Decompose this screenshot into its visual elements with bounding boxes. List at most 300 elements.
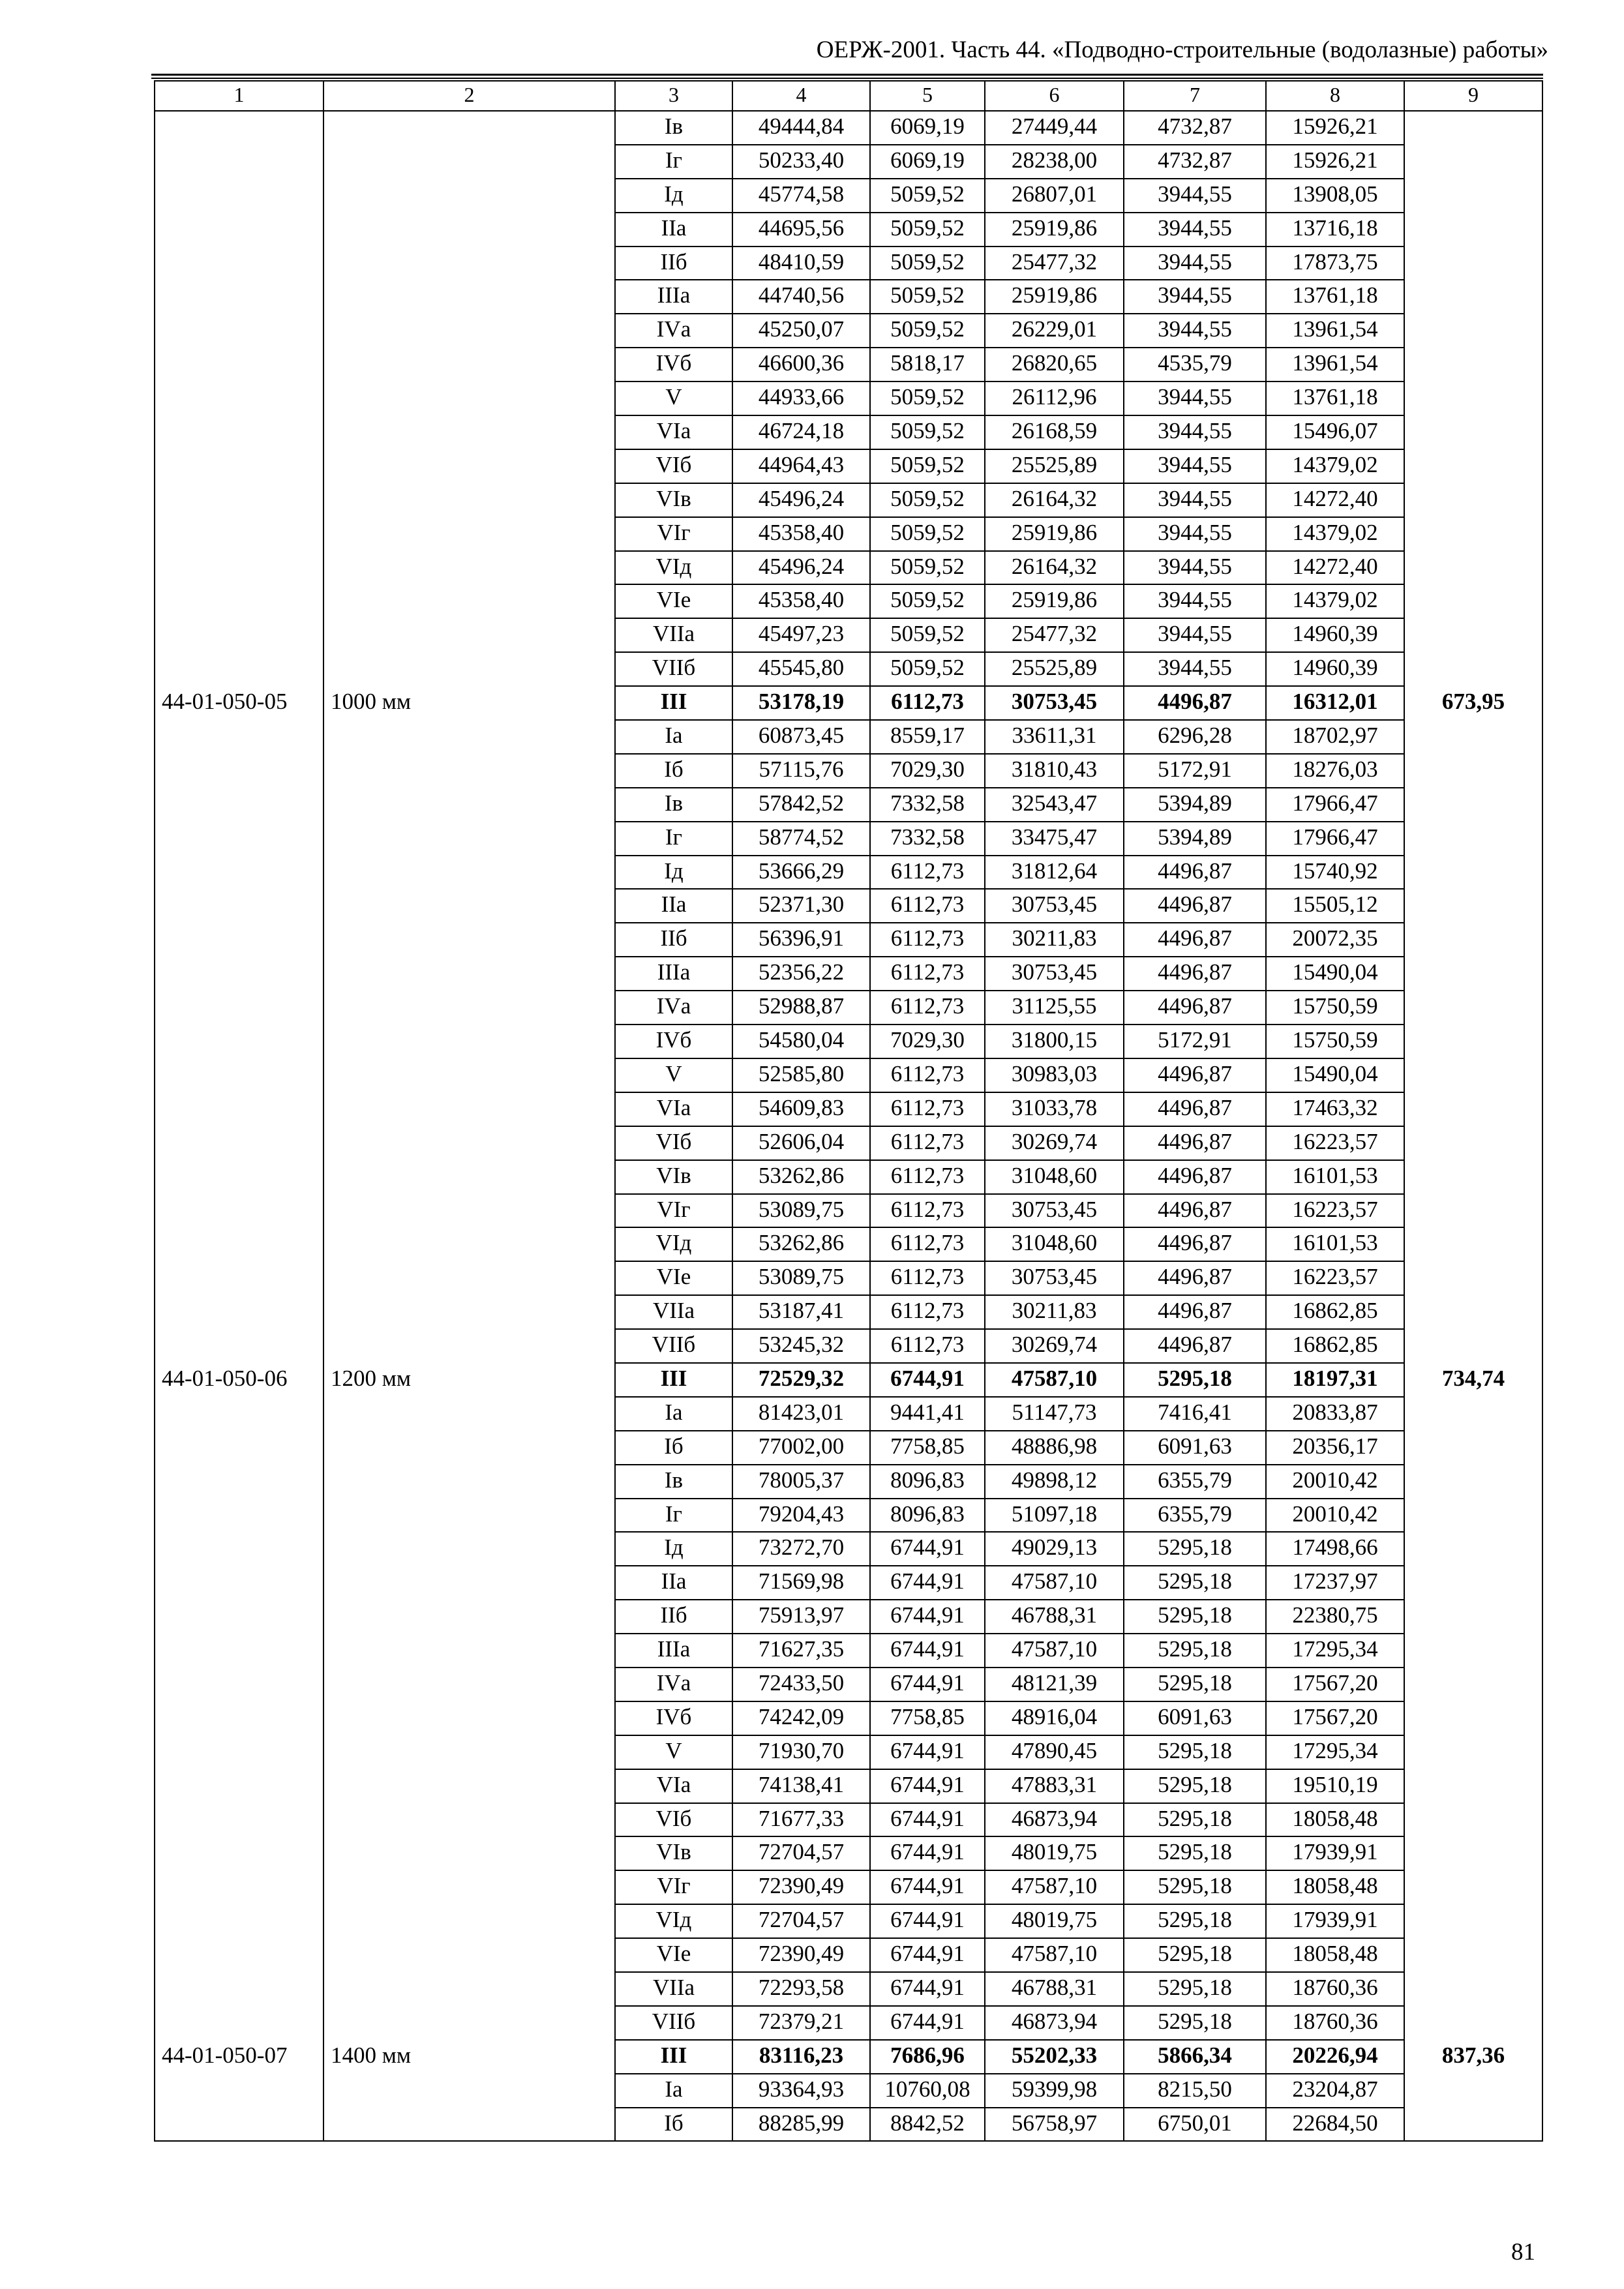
row-value-col6: 30983,03 xyxy=(985,1058,1124,1092)
row-value-col9 xyxy=(1404,280,1542,314)
row-value-col5: 5059,52 xyxy=(870,213,985,247)
row-value-col8: 17939,91 xyxy=(1266,1836,1404,1870)
row-value-col8: 18702,97 xyxy=(1266,720,1404,754)
table-row xyxy=(155,179,1542,213)
row-value-col9 xyxy=(1404,517,1542,551)
row-value-col5: 7686,96 xyxy=(870,2040,985,2074)
row-value-col6: 33475,47 xyxy=(985,822,1124,856)
table-row xyxy=(155,1803,1542,1837)
table-row xyxy=(155,314,1542,348)
row-value-col8: 13716,18 xyxy=(1266,213,1404,247)
row-value-col7: 4496,87 xyxy=(1124,1058,1266,1092)
row-value-col4: 56396,91 xyxy=(732,923,870,957)
row-value-col5: 6744,91 xyxy=(870,1836,985,1870)
row-value-col5: 5059,52 xyxy=(870,280,985,314)
row-value-col6: 47587,10 xyxy=(985,1566,1124,1600)
row-name xyxy=(323,1904,615,1938)
row-code xyxy=(155,1465,323,1499)
row-name xyxy=(323,1329,615,1363)
row-value-col8: 18760,36 xyxy=(1266,1972,1404,2006)
row-value-col9 xyxy=(1404,991,1542,1025)
row-code xyxy=(155,1126,323,1160)
row-code xyxy=(155,1972,323,2006)
row-name xyxy=(323,1735,615,1769)
row-value-col9 xyxy=(1404,1836,1542,1870)
row-value-col4: 83116,23 xyxy=(732,2040,870,2074)
row-value-col6: 30211,83 xyxy=(985,923,1124,957)
row-zone: Iд xyxy=(615,856,732,890)
row-code xyxy=(155,280,323,314)
row-value-col4: 71569,98 xyxy=(732,1566,870,1600)
table-row xyxy=(155,1735,1542,1769)
row-value-col9 xyxy=(1404,1126,1542,1160)
row-code xyxy=(155,1499,323,1533)
row-value-col8: 19510,19 xyxy=(1266,1769,1404,1803)
row-value-col7: 6091,63 xyxy=(1124,1701,1266,1735)
row-value-col4: 53178,19 xyxy=(732,686,870,720)
column-number: 1 xyxy=(155,81,323,111)
row-value-col6: 48121,39 xyxy=(985,1668,1124,1701)
table-row xyxy=(155,1058,1542,1092)
row-code xyxy=(155,957,323,991)
row-name xyxy=(323,1634,615,1668)
row-code xyxy=(155,2108,323,2142)
table-row xyxy=(155,517,1542,551)
row-code xyxy=(155,551,323,585)
row-name xyxy=(323,1261,615,1295)
table-row xyxy=(155,111,1542,145)
row-value-col8: 17966,47 xyxy=(1266,822,1404,856)
row-value-col6: 26229,01 xyxy=(985,314,1124,348)
row-value-col5: 7758,85 xyxy=(870,1431,985,1465)
row-code xyxy=(155,822,323,856)
row-value-col8: 17295,34 xyxy=(1266,1735,1404,1769)
row-zone: Iг xyxy=(615,145,732,179)
table-row xyxy=(155,957,1542,991)
row-value-col4: 50233,40 xyxy=(732,145,870,179)
row-value-col7: 4496,87 xyxy=(1124,923,1266,957)
row-value-col8: 16862,85 xyxy=(1266,1329,1404,1363)
row-value-col9 xyxy=(1404,247,1542,280)
row-value-col4: 60873,45 xyxy=(732,720,870,754)
table-row xyxy=(155,1126,1542,1160)
table-row xyxy=(155,213,1542,247)
row-value-col8: 15750,59 xyxy=(1266,991,1404,1025)
table-row xyxy=(155,1499,1542,1533)
row-name xyxy=(323,720,615,754)
row-zone: VIб xyxy=(615,1126,732,1160)
row-value-col4: 73272,70 xyxy=(732,1532,870,1566)
table-row xyxy=(155,991,1542,1025)
table-row xyxy=(155,1160,1542,1194)
row-value-col7: 5295,18 xyxy=(1124,1803,1266,1837)
row-zone: IIIа xyxy=(615,957,732,991)
row-name xyxy=(323,1870,615,1904)
row-value-col6: 25919,86 xyxy=(985,213,1124,247)
row-value-col8: 17939,91 xyxy=(1266,1904,1404,1938)
row-name xyxy=(323,2108,615,2142)
row-value-col6: 47587,10 xyxy=(985,1938,1124,1972)
row-value-col5: 6744,91 xyxy=(870,1363,985,1397)
row-value-col7: 3944,55 xyxy=(1124,449,1266,483)
row-value-col8: 17873,75 xyxy=(1266,247,1404,280)
row-code xyxy=(155,1227,323,1261)
row-name xyxy=(323,213,615,247)
row-value-col9 xyxy=(1404,1295,1542,1329)
row-value-col6: 48886,98 xyxy=(985,1431,1124,1465)
row-zone: IVб xyxy=(615,1025,732,1058)
row-zone: III xyxy=(615,686,732,720)
row-value-col6: 25919,86 xyxy=(985,280,1124,314)
row-value-col6: 25919,86 xyxy=(985,584,1124,618)
row-value-col5: 6744,91 xyxy=(870,1972,985,2006)
row-zone: Iб xyxy=(615,1431,732,1465)
row-value-col7: 4496,87 xyxy=(1124,1092,1266,1126)
row-value-col9 xyxy=(1404,1058,1542,1092)
row-value-col8: 13961,54 xyxy=(1266,314,1404,348)
row-value-col8: 17295,34 xyxy=(1266,1634,1404,1668)
row-value-col4: 52371,30 xyxy=(732,889,870,923)
row-code xyxy=(155,856,323,890)
row-value-col5: 7029,30 xyxy=(870,754,985,788)
row-value-col9 xyxy=(1404,1025,1542,1058)
table-row xyxy=(155,923,1542,957)
row-value-col6: 31800,15 xyxy=(985,1025,1124,1058)
row-value-col6: 32543,47 xyxy=(985,788,1124,822)
table-row xyxy=(155,1227,1542,1261)
table-row xyxy=(155,247,1542,280)
row-value-col6: 26164,32 xyxy=(985,551,1124,585)
row-value-col5: 8096,83 xyxy=(870,1499,985,1533)
row-value-col6: 26807,01 xyxy=(985,179,1124,213)
row-zone: Iд xyxy=(615,1532,732,1566)
row-zone: VIе xyxy=(615,584,732,618)
row-zone: VIIб xyxy=(615,1329,732,1363)
table-row xyxy=(155,1295,1542,1329)
row-zone: IIIа xyxy=(615,280,732,314)
row-value-col5: 6112,73 xyxy=(870,1126,985,1160)
row-value-col4: 74242,09 xyxy=(732,1701,870,1735)
row-value-col9 xyxy=(1404,1803,1542,1837)
row-value-col4: 45497,23 xyxy=(732,618,870,652)
row-name xyxy=(323,1092,615,1126)
row-zone: IVб xyxy=(615,348,732,382)
table-row xyxy=(155,1397,1542,1431)
page-number: 81 xyxy=(1511,2239,1535,2266)
row-code xyxy=(155,1194,323,1228)
row-zone: V xyxy=(615,1058,732,1092)
row-name xyxy=(323,1566,615,1600)
table-row xyxy=(155,1532,1542,1566)
row-zone: VIIб xyxy=(615,2006,732,2040)
row-zone: Iд xyxy=(615,179,732,213)
row-value-col8: 22380,75 xyxy=(1266,1600,1404,1634)
row-value-col9 xyxy=(1404,923,1542,957)
row-value-col5: 6744,91 xyxy=(870,1904,985,1938)
table-row xyxy=(155,2006,1542,2040)
table-row xyxy=(155,1261,1542,1295)
row-value-col6: 48019,75 xyxy=(985,1836,1124,1870)
row-code xyxy=(155,1025,323,1058)
row-value-col7: 4496,87 xyxy=(1124,1126,1266,1160)
row-value-col9 xyxy=(1404,584,1542,618)
row-value-col6: 47587,10 xyxy=(985,1870,1124,1904)
row-value-col9 xyxy=(1404,652,1542,686)
row-value-col5: 6112,73 xyxy=(870,856,985,890)
row-value-col7: 3944,55 xyxy=(1124,551,1266,585)
row-name xyxy=(323,2006,615,2040)
row-value-col5: 10760,08 xyxy=(870,2074,985,2108)
table-row xyxy=(155,822,1542,856)
row-name xyxy=(323,483,615,517)
row-zone: IVа xyxy=(615,314,732,348)
row-value-col4: 93364,93 xyxy=(732,2074,870,2108)
row-value-col5: 6112,73 xyxy=(870,991,985,1025)
row-value-col5: 6744,91 xyxy=(870,1532,985,1566)
row-value-col6: 46788,31 xyxy=(985,1600,1124,1634)
row-value-col9: 673,95 xyxy=(1404,686,1542,720)
row-value-col8: 20226,94 xyxy=(1266,2040,1404,2074)
table-row xyxy=(155,2040,1542,2074)
row-name xyxy=(323,1431,615,1465)
row-value-col6: 25477,32 xyxy=(985,247,1124,280)
row-value-col5: 6744,91 xyxy=(870,2006,985,2040)
row-zone: VIIа xyxy=(615,1295,732,1329)
row-value-col8: 16101,53 xyxy=(1266,1160,1404,1194)
row-value-col7: 3944,55 xyxy=(1124,584,1266,618)
row-value-col4: 53089,75 xyxy=(732,1261,870,1295)
table-row xyxy=(155,1092,1542,1126)
row-value-col8: 13761,18 xyxy=(1266,280,1404,314)
row-value-col4: 72379,21 xyxy=(732,2006,870,2040)
row-value-col8: 15496,07 xyxy=(1266,415,1404,449)
row-value-col8: 17498,66 xyxy=(1266,1532,1404,1566)
row-value-col5: 6112,73 xyxy=(870,1160,985,1194)
row-zone: VIв xyxy=(615,1836,732,1870)
table-row xyxy=(155,2108,1542,2142)
row-zone: Iв xyxy=(615,111,732,145)
row-value-col8: 17567,20 xyxy=(1266,1701,1404,1735)
row-value-col6: 31810,43 xyxy=(985,754,1124,788)
row-value-col5: 6744,91 xyxy=(870,1566,985,1600)
row-value-col7: 3944,55 xyxy=(1124,652,1266,686)
row-value-col8: 16312,01 xyxy=(1266,686,1404,720)
table-row xyxy=(155,348,1542,382)
row-value-col8: 15750,59 xyxy=(1266,1025,1404,1058)
row-value-col8: 18276,03 xyxy=(1266,754,1404,788)
row-value-col8: 17463,32 xyxy=(1266,1092,1404,1126)
row-code xyxy=(155,1058,323,1092)
row-code xyxy=(155,1600,323,1634)
row-code xyxy=(155,179,323,213)
row-value-col6: 51147,73 xyxy=(985,1397,1124,1431)
column-number: 4 xyxy=(732,81,870,111)
row-name xyxy=(323,584,615,618)
row-value-col6: 48916,04 xyxy=(985,1701,1124,1735)
row-value-col7: 4496,87 xyxy=(1124,889,1266,923)
row-value-col4: 53262,86 xyxy=(732,1227,870,1261)
table-row xyxy=(155,280,1542,314)
row-code xyxy=(155,889,323,923)
row-value-col6: 26112,96 xyxy=(985,382,1124,415)
row-name xyxy=(323,1701,615,1735)
row-name xyxy=(323,1194,615,1228)
row-value-col7: 5295,18 xyxy=(1124,1735,1266,1769)
row-value-col6: 31125,55 xyxy=(985,991,1124,1025)
row-value-col9 xyxy=(1404,1972,1542,2006)
row-value-col7: 5866,34 xyxy=(1124,2040,1266,2074)
row-value-col4: 45545,80 xyxy=(732,652,870,686)
row-name xyxy=(323,1836,615,1870)
row-code xyxy=(155,1329,323,1363)
row-zone: VIа xyxy=(615,1769,732,1803)
row-value-col8: 20356,17 xyxy=(1266,1431,1404,1465)
row-value-col4: 54580,04 xyxy=(732,1025,870,1058)
row-value-col7: 5295,18 xyxy=(1124,1363,1266,1397)
row-name xyxy=(323,1938,615,1972)
row-value-col6: 47587,10 xyxy=(985,1634,1124,1668)
row-value-col5: 5059,52 xyxy=(870,449,985,483)
row-value-col7: 4496,87 xyxy=(1124,1160,1266,1194)
row-value-col9 xyxy=(1404,1227,1542,1261)
row-zone: V xyxy=(615,1735,732,1769)
row-value-col5: 6069,19 xyxy=(870,111,985,145)
table-row xyxy=(155,856,1542,890)
row-value-col9 xyxy=(1404,720,1542,754)
row-zone: VIе xyxy=(615,1261,732,1295)
row-zone: VIа xyxy=(615,415,732,449)
row-value-col7: 5295,18 xyxy=(1124,1532,1266,1566)
row-value-col7: 5295,18 xyxy=(1124,1904,1266,1938)
row-name xyxy=(323,111,615,145)
row-value-col7: 4496,87 xyxy=(1124,1227,1266,1261)
column-number: 2 xyxy=(323,81,615,111)
row-name xyxy=(323,1769,615,1803)
row-zone: IIб xyxy=(615,1600,732,1634)
row-value-col6: 33611,31 xyxy=(985,720,1124,754)
row-name xyxy=(323,822,615,856)
row-code xyxy=(155,754,323,788)
row-value-col9 xyxy=(1404,1194,1542,1228)
row-value-col8: 15490,04 xyxy=(1266,1058,1404,1092)
price-table xyxy=(154,80,1543,2142)
row-zone: Iа xyxy=(615,1397,732,1431)
row-value-col4: 52356,22 xyxy=(732,957,870,991)
row-value-col7: 4496,87 xyxy=(1124,957,1266,991)
row-value-col6: 55202,33 xyxy=(985,2040,1124,2074)
row-value-col6: 31048,60 xyxy=(985,1227,1124,1261)
row-value-col7: 5295,18 xyxy=(1124,1938,1266,1972)
row-value-col9 xyxy=(1404,1600,1542,1634)
row-value-col6: 51097,18 xyxy=(985,1499,1124,1533)
row-value-col6: 56758,97 xyxy=(985,2108,1124,2142)
row-value-col8: 13908,05 xyxy=(1266,179,1404,213)
row-value-col9 xyxy=(1404,2108,1542,2142)
row-value-col9 xyxy=(1404,314,1542,348)
row-value-col7: 4732,87 xyxy=(1124,145,1266,179)
row-value-col4: 46600,36 xyxy=(732,348,870,382)
row-value-col5: 5059,52 xyxy=(870,584,985,618)
column-number: 9 xyxy=(1404,81,1542,111)
row-value-col4: 52585,80 xyxy=(732,1058,870,1092)
row-code: 44-01-050-05 xyxy=(155,686,323,720)
row-value-col4: 52988,87 xyxy=(732,991,870,1025)
row-value-col8: 14379,02 xyxy=(1266,584,1404,618)
row-name xyxy=(323,1668,615,1701)
table-body xyxy=(155,111,1542,2141)
row-zone: III xyxy=(615,1363,732,1397)
row-value-col8: 13761,18 xyxy=(1266,382,1404,415)
row-value-col7: 5172,91 xyxy=(1124,1025,1266,1058)
row-value-col9: 837,36 xyxy=(1404,2040,1542,2074)
table-row xyxy=(155,720,1542,754)
row-value-col5: 5059,52 xyxy=(870,551,985,585)
row-value-col7: 3944,55 xyxy=(1124,213,1266,247)
row-name xyxy=(323,1465,615,1499)
row-value-col8: 16223,57 xyxy=(1266,1126,1404,1160)
row-zone: VIд xyxy=(615,1227,732,1261)
row-value-col4: 57115,76 xyxy=(732,754,870,788)
row-value-col9 xyxy=(1404,1465,1542,1499)
row-value-col9: 734,74 xyxy=(1404,1363,1542,1397)
row-value-col4: 49444,84 xyxy=(732,111,870,145)
row-value-col4: 88285,99 xyxy=(732,2108,870,2142)
row-value-col8: 17237,97 xyxy=(1266,1566,1404,1600)
row-name xyxy=(323,618,615,652)
row-code xyxy=(155,1092,323,1126)
row-value-col5: 5059,52 xyxy=(870,314,985,348)
row-name xyxy=(323,1803,615,1837)
row-value-col6: 25919,86 xyxy=(985,517,1124,551)
row-value-col8: 18760,36 xyxy=(1266,2006,1404,2040)
row-value-col7: 3944,55 xyxy=(1124,618,1266,652)
row-zone: VIв xyxy=(615,1160,732,1194)
row-code: 44-01-050-06 xyxy=(155,1363,323,1397)
row-value-col9 xyxy=(1404,1532,1542,1566)
row-value-col6: 25525,89 xyxy=(985,449,1124,483)
row-code xyxy=(155,1261,323,1295)
row-code xyxy=(155,483,323,517)
row-value-col4: 57842,52 xyxy=(732,788,870,822)
row-value-col6: 49029,13 xyxy=(985,1532,1124,1566)
row-value-col7: 5295,18 xyxy=(1124,1836,1266,1870)
row-value-col7: 5295,18 xyxy=(1124,1634,1266,1668)
row-value-col9 xyxy=(1404,2006,1542,2040)
table-row xyxy=(155,1329,1542,1363)
row-value-col7: 7416,41 xyxy=(1124,1397,1266,1431)
row-zone: III xyxy=(615,2040,732,2074)
row-zone: IIа xyxy=(615,1566,732,1600)
row-value-col6: 30753,45 xyxy=(985,957,1124,991)
table-row xyxy=(155,618,1542,652)
row-value-col8: 14379,02 xyxy=(1266,449,1404,483)
row-value-col8: 16223,57 xyxy=(1266,1261,1404,1295)
row-code xyxy=(155,314,323,348)
row-code xyxy=(155,1160,323,1194)
row-name xyxy=(323,1397,615,1431)
row-name xyxy=(323,788,615,822)
row-code xyxy=(155,1566,323,1600)
row-value-col8: 15926,21 xyxy=(1266,145,1404,179)
row-zone: Iв xyxy=(615,1465,732,1499)
row-value-col7: 4496,87 xyxy=(1124,1329,1266,1363)
row-code xyxy=(155,1431,323,1465)
row-value-col8: 14272,40 xyxy=(1266,483,1404,517)
row-value-col5: 6744,91 xyxy=(870,1803,985,1837)
row-value-col8: 20072,35 xyxy=(1266,923,1404,957)
row-value-col4: 71677,33 xyxy=(732,1803,870,1837)
table-row xyxy=(155,584,1542,618)
